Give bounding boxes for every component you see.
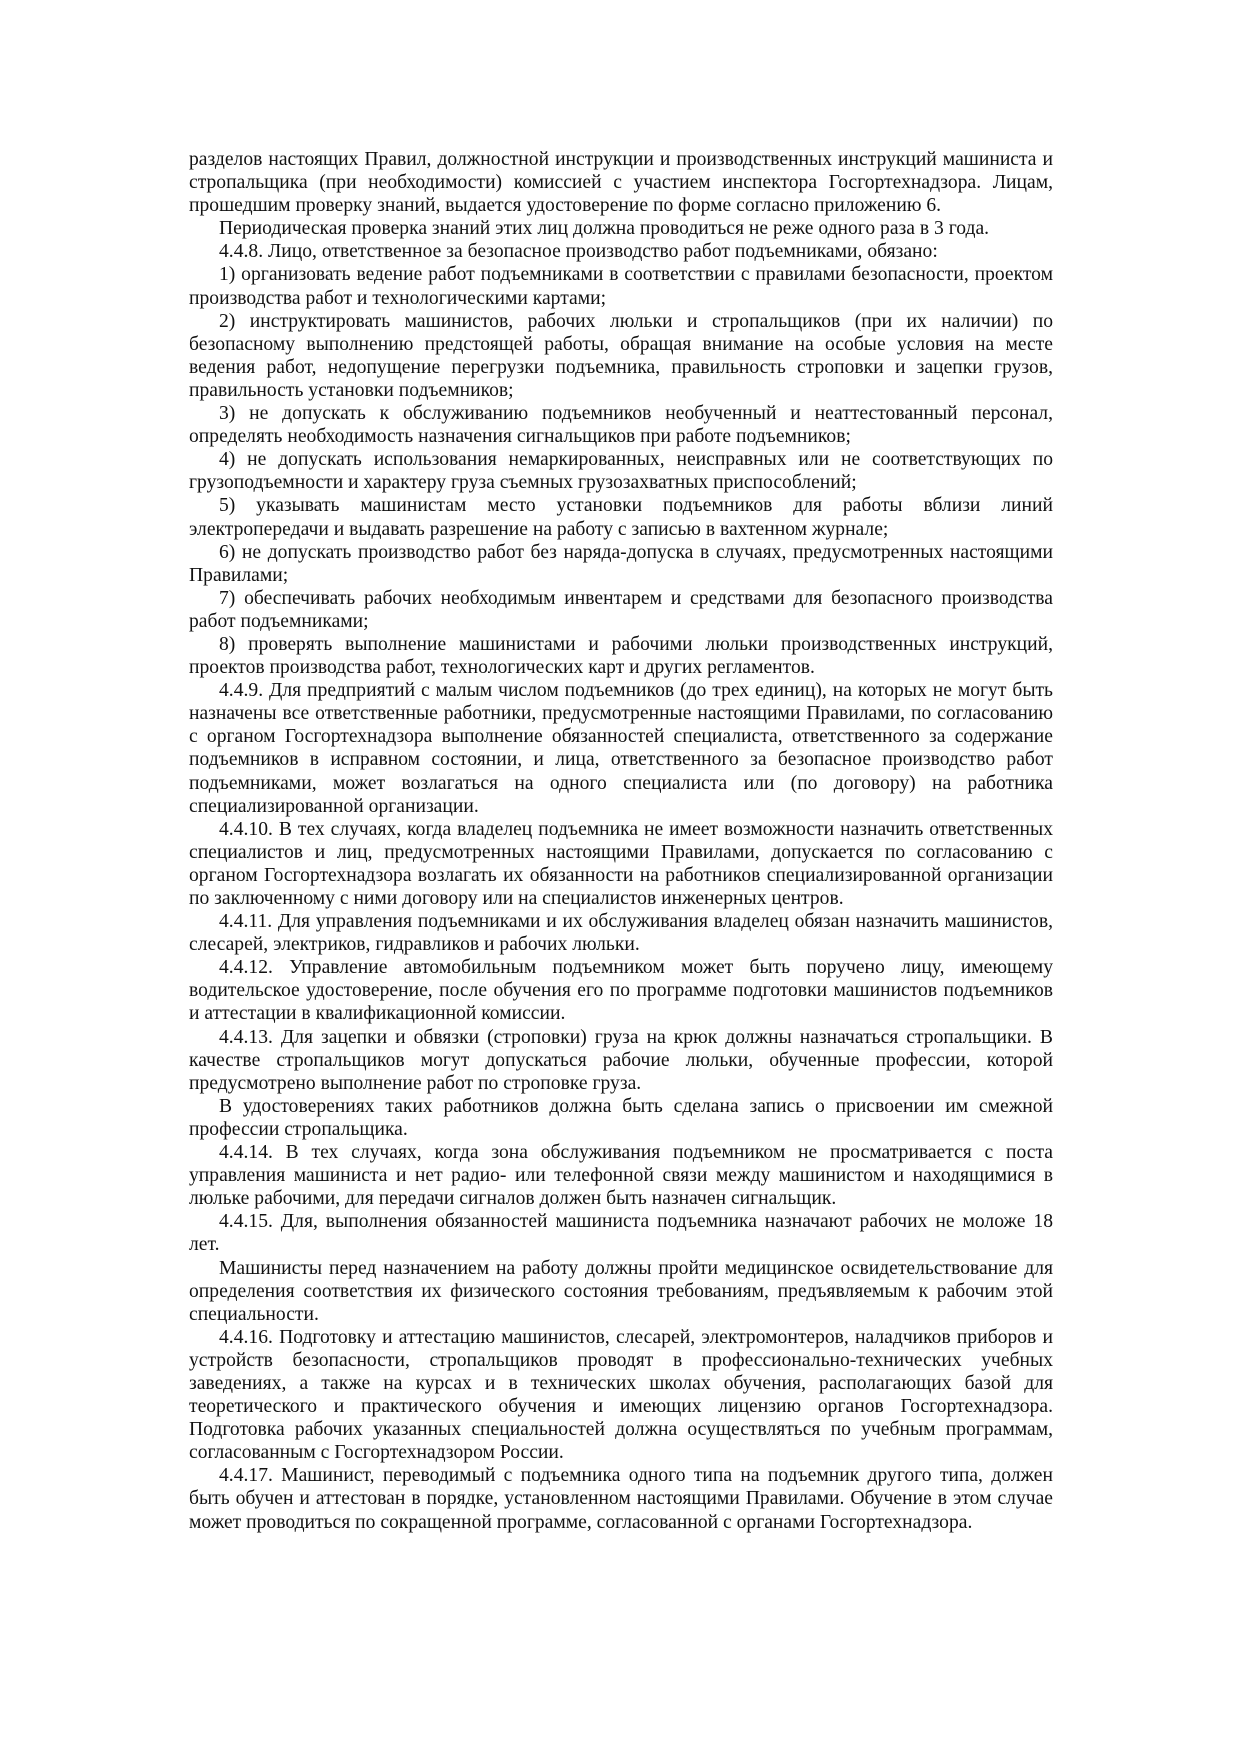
paragraph: 4.4.10. В тех случаях, когда владелец подъемника не имеет возможности назначить ответственных специалистов и лиц, предусмотренных настоящими Правилами, допускается по согласованию с органом Госгортехнадзора возлагать их обязанности на работников специализированной организации по заключенному с ними договору или на специалистов инженерных центров. bbox=[189, 818, 1053, 909]
paragraph: разделов настоящих Правил, должностной инструкции и производственных инструкций машиниста и стропальщика (при необходимости) комиссией с участием инспектора Госгортехнадзора. Лицам, прошедшим проверку знаний, выдается удостоверение по форме согласно приложению 6. bbox=[189, 149, 1053, 217]
paragraph: 7) обеспечивать рабочих необходимым инвентарем и средствами для безопасного производства работ подъемниками; bbox=[189, 587, 1053, 632]
paragraph: 4.4.9. Для предприятий с малым числом подъемников (до трех единиц), на которых не могут быть назначены все ответственные работники, предусмотренные настоящими Правилами, по согласованию с органом Госгортехнадзора выполнение обязанностей специалиста, ответственного за содержание подъемников в исправном состоянии, и лица, ответственного за безопасное производство работ подъемниками, может возлагаться на одного специалиста или (по договору) на работника специализированной организации. bbox=[189, 680, 1053, 817]
paragraph: 8) проверять выполнение машинистами и рабочими люльки производственных инструкций, проектов производства работ, технологических карт и других регламентов. bbox=[189, 633, 1053, 679]
paragraph: 4.4.8. Лицо, ответственное за безопасное производство работ подъемниками, обязано: bbox=[219, 241, 938, 263]
paragraph: 4.4.12. Управление автомобильным подъемником может быть поручено лицу, имеющему водительское удостоверение, после обучения его по программе подготовки машинистов подъемников и аттестации в квалификационной комиссии. bbox=[189, 957, 1053, 1025]
paragraph: 4.4.16. Подготовку и аттестацию машинистов, слесарей, электромонтеров, наладчиков приборов и устройств безопасности, стропальщиков проводят в профессионально-технических учебных заведениях, а также на курсах и в технических школах обучения, располагающих базой для теоретического и практического обучения и имеющих лицензию органов Госгортехнадзора. Подготовка рабочих указанных специальностей должна осуществляться по учебным программам, согласованным с Госгортехнадзором России. bbox=[189, 1326, 1053, 1464]
paragraph: 2) инструктировать машинистов, рабочих люльки и стропальщиков (при их наличии) по безопасному выполнению предстоящей работы, обращая внимание на особые условия на месте ведения работ, недопущение перегрузки подъемника, правильность строповки и зацепки грузов, правильность установки подъемников; bbox=[189, 310, 1053, 401]
paragraph: 1) организовать ведение работ подъемниками в соответствии с правилами безопасности, проектом производства работ и технологическими картами; bbox=[189, 264, 1053, 309]
paragraph: 4.4.17. Машинист, переводимый с подъемника одного типа на подъемник другого типа, должен быть обучен и аттестован в порядке, установленном настоящими Правилами. Обучение в этом случае может проводиться по сокращенной программе, согласованной с органами Госгортехнадзора. bbox=[189, 1465, 1053, 1533]
paragraph: 4.4.11. Для управления подъемниками и их обслуживания владелец обязан назначить машинистов, слесарей, электриков, гидравликов и рабочих люльки. bbox=[189, 911, 1053, 956]
paragraph: 5) указывать машинистам место установки подъемников для работы вблизи линий электропередачи и выдавать разрешение на работу с записью в вахтенном журнале; bbox=[189, 495, 1053, 540]
paragraph: 4) не допускать использования немаркированных, неисправных или не соответствующих по грузоподъемности и характеру груза съемных грузозахватных приспособлений; bbox=[189, 449, 1053, 494]
paragraph: 4.4.15. Для, выполнения обязанностей машиниста подъемника назначают рабочих не моложе 18 лет. bbox=[189, 1211, 1053, 1256]
document-body bbox=[189, 148, 1053, 1534]
paragraph: Машинисты перед назначением на работу должны пройти медицинское освидетельствование для определения соответствия их физического состояния требованиям, предъявляемым к рабочим этой специальности. bbox=[189, 1257, 1053, 1325]
paragraph: 3) не допускать к обслуживанию подъемников необученный и неаттестованный персонал, определять необходимость назначения сигнальщиков при работе подъемников; bbox=[189, 403, 1053, 448]
paragraph: Периодическая проверка знаний этих лиц должна проводиться не реже одного раза в 3 года. bbox=[219, 218, 990, 240]
paragraph: 6) не допускать производство работ без наряда-допуска в случаях, предусмотренных настоящими Правилами; bbox=[189, 541, 1053, 586]
paragraph: В удостоверениях таких работников должна быть сделана запись о присвоении им смежной профессии стропальщика. bbox=[189, 1095, 1053, 1140]
paragraph: 4.4.13. Для зацепки и обвязки (строповки) груза на крюк должны назначаться стропальщики. В качестве стропальщиков могут допускаться рабочие люльки, обученные профессии, которой предусмотрено выполнение работ по строповке груза. bbox=[189, 1026, 1053, 1094]
paragraph: 4.4.14. В тех случаях, когда зона обслуживания подъемником не просматривается с поста управления машиниста и нет радио- или телефонной связи между машинистом и находящимися в люльке рабочими, для передачи сигналов должен быть назначен сигнальщик. bbox=[189, 1142, 1053, 1210]
